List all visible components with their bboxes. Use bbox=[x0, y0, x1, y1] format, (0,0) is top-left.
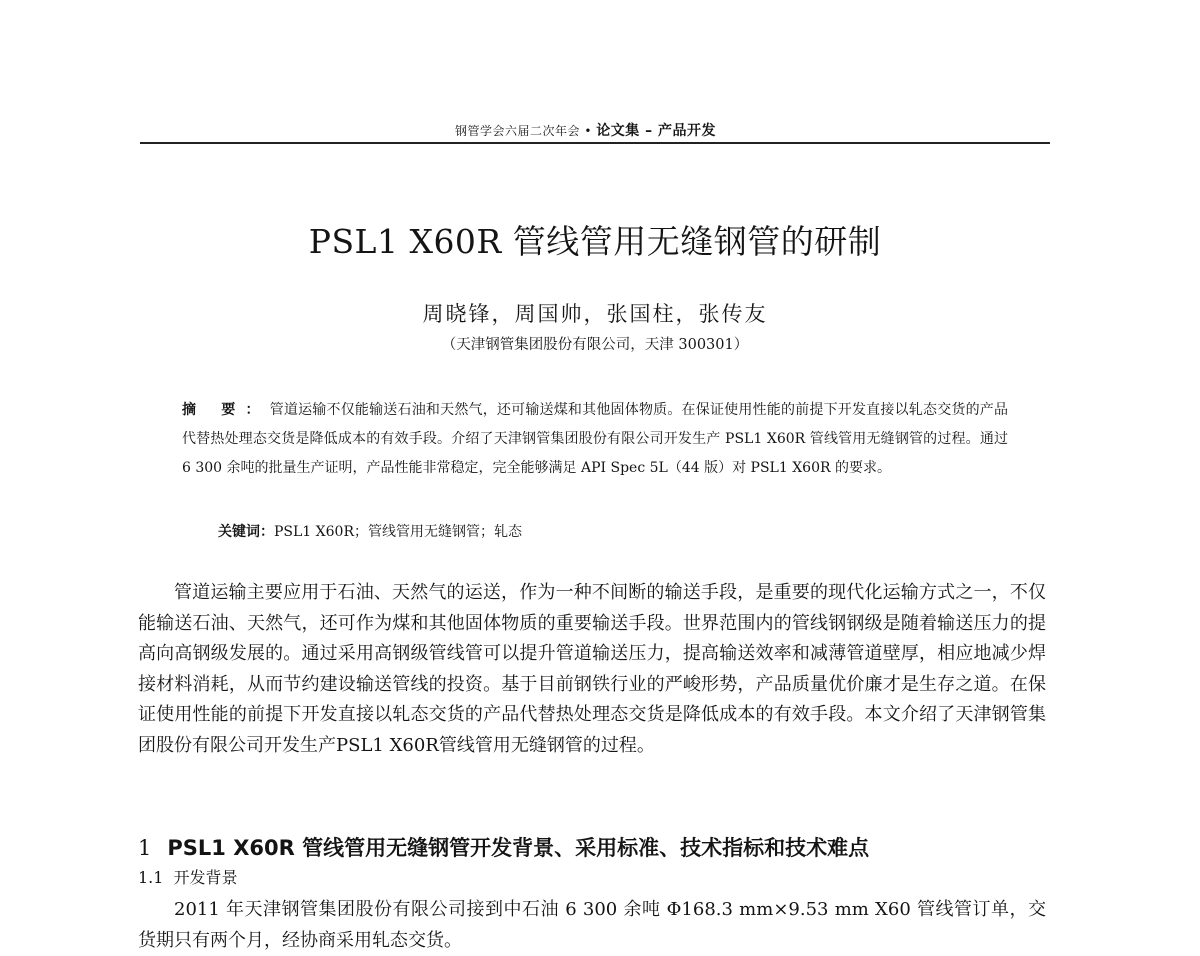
keywords-label: 关键词： bbox=[218, 524, 274, 540]
keywords-text: PSL1 X60R；管线管用无缝钢管；轧态 bbox=[274, 524, 522, 540]
paper-title: PSL1 X60R 管线管用无缝钢管的研制 bbox=[308, 222, 882, 261]
section-body bbox=[138, 895, 1046, 956]
keywords bbox=[218, 521, 1008, 541]
running-head-separator: • bbox=[580, 124, 597, 138]
subsection-title: 开发背景 bbox=[173, 868, 238, 887]
intro-section bbox=[138, 578, 1046, 761]
running-head bbox=[455, 120, 785, 140]
abstract bbox=[182, 396, 1008, 483]
running-head-plain: 钢管学会六届二次年会 bbox=[455, 124, 581, 138]
intro-paragraph: 管道运输主要应用于石油、天然气的运送，作为一种不间断的输送手段，是重要的现代化运输方式之一，不仅能输送石油、天然气，还可作为煤和其他固体物质的重要输送手段。世界范围内的管线钢钢级是随着输送压力的提高向高钢级发展的。通过采用高钢级管线管可以提升管道输送压力，提高输送效率和减薄管道壁厚，相应地减少焊接材料消耗，从而节约建设输送管线的投资。基于目前钢铁行业的严峻形势，产品质量优价廉才是生存之道。在保证使用性能的前提下开发直接以轧态交货的产品代替热处理态交货是降低成本的有效手段。本文介绍了天津钢管集团股份有限公司开发生产PSL1 X60R管线管用无缝钢管的过程。 bbox=[138, 582, 1046, 756]
header-rule bbox=[140, 142, 1050, 144]
section-paragraph: 2011 年天津钢管集团股份有限公司接到中石油 6 300 余吨 Φ168.3 mm×9.53 mm X60 管线管订单，交货期只有两个月，经协商采用轧态交货。 bbox=[138, 899, 1046, 951]
section-heading bbox=[138, 832, 1046, 862]
subsection-number: 1.1 bbox=[138, 868, 164, 887]
section-number: 1 bbox=[138, 836, 152, 860]
abstract-label: 摘 要： bbox=[182, 402, 270, 418]
paper-affiliation: （天津钢管集团股份有限公司，天津 300301） bbox=[441, 337, 749, 353]
subsection-heading bbox=[138, 865, 237, 888]
section-title: PSL1 X60R 管线管用无缝钢管开发背景、采用标准、技术指标和技术难点 bbox=[167, 836, 870, 860]
abstract-text: 管道运输不仅能输送石油和天然气，还可输送煤和其他固体物质。在保证使用性能的前提下开发直接以轧态交货的产品代替热处理态交货是降低成本的有效手段。介绍了天津钢管集团股份有限公司开发生产 PSL1 X60R 管线管用无缝钢管的过程。通过 6 300 余吨的批量生产证明，产品性能非常稳定，完全能够满足 API Spec 5L（44 版）对 PSL1 X60R 的要求。 bbox=[182, 402, 1009, 476]
paper-authors: 周晓锋，周国帅，张国柱，张传友 bbox=[422, 302, 768, 326]
running-head-bold: 论文集 – 产品开发 bbox=[596, 123, 716, 139]
